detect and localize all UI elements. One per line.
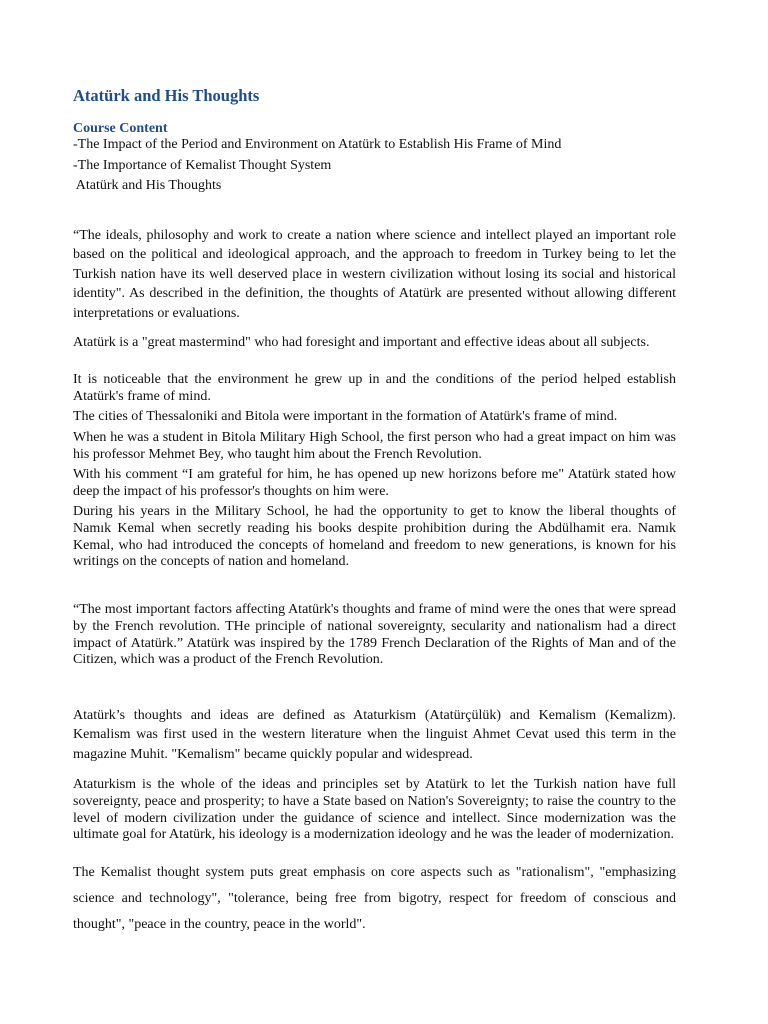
kemalism-definition-paragraph: Atatürk’s thoughts and ideas are defined as Ataturkism (Atatürçülük) and Kemalism (Kemalizm). Kemalism was first used in the western literature when the linguist Ahmet Cevat used this term in the magazine Muhit. "Kemalism" became quickly popular and widespread. — [73, 708, 676, 762]
ataturkism-paragraph: Ataturkism is the whole of the ideas and principles set by Atatürk to let the Turkish nation have full sovereignty, peace and prosperity; to have a State based on Nation's Sovereignty; to raise the country to the level of modern civilization under the guidance of science and intellect. Since modernization was the ultimate goal for Atatürk, his ideology is a modernization ideology and he was the leader of modernization. — [73, 777, 676, 843]
kemalist-thought-paragraph: The Kemalist thought system puts great emphasis on core aspects such as "rationalism", "emphasizing science and technology", "tolerance, being free from bigotry, respect for freedom of conscious and thought", "peace in the country, peace in the world". — [73, 865, 676, 932]
mastermind-paragraph: Atatürk is a "great mastermind" who had foresight and important and effective ideas about all subjects. — [73, 335, 650, 350]
french-revolution-paragraph: “The most important factors affecting Atatürk's thoughts and frame of mind were the ones that were spread by the French revolution. THe principle of national sovereignty, secularity and nationalism had a direct impact of Atatürk.” Atatürk was inspired by the 1789 French Declaration of the Rights of Man and of the Citizen, which was a product of the French Revolution. — [73, 602, 676, 668]
course-content-heading: Course Content — [73, 121, 168, 136]
course-content-item: -The Importance of Kemalist Thought System — [73, 158, 332, 173]
cities-paragraph: The cities of Thessaloniki and Bitola were important in the formation of Atatürk's frame of mind. — [73, 409, 618, 424]
document-title: Atatürk and His Thoughts — [73, 86, 260, 105]
environment-paragraph: It is noticeable that the environment he grew up in and the conditions of the period helped establish Atatürk's frame of mind. — [73, 372, 676, 404]
course-content-item: -The Impact of the Period and Environment on Atatürk to Establish His Frame of Mind — [73, 137, 562, 152]
namik-kemal-paragraph: During his years in the Military School, he had the opportunity to get to know the liberal thoughts of Namık Kemal when secretly reading his books despite prohibition during the Abdülhamit era. Namık Kemal, who had introduced the concepts of homeland and freedom to new generations, is known for his writings on the concepts of nation and homeland. — [73, 504, 676, 570]
bitola-school-paragraph: When he was a student in Bitola Military High School, the first person who had a great impact on him was his professor Mehmet Bey, who taught him about the French Revolution. — [73, 430, 676, 462]
course-content-item: Atatürk and His Thoughts — [73, 178, 222, 193]
grateful-comment-paragraph: With his comment “I am grateful for him, he has opened up new horizons before me" Atatürk stated how deep the impact of his professor's thoughts on him were. — [73, 467, 676, 499]
intro-definition-paragraph: “The ideals, philosophy and work to create a nation where science and intellect played an important role based on the political and ideological approach, and the approach to freedom in Turkey being to let the Turkish nation have its well deserved place in western civilization without losing its social and historical identity". As described in the definition, the thoughts of Atatürk are presented without allowing different interpretations or evaluations. — [73, 228, 676, 321]
